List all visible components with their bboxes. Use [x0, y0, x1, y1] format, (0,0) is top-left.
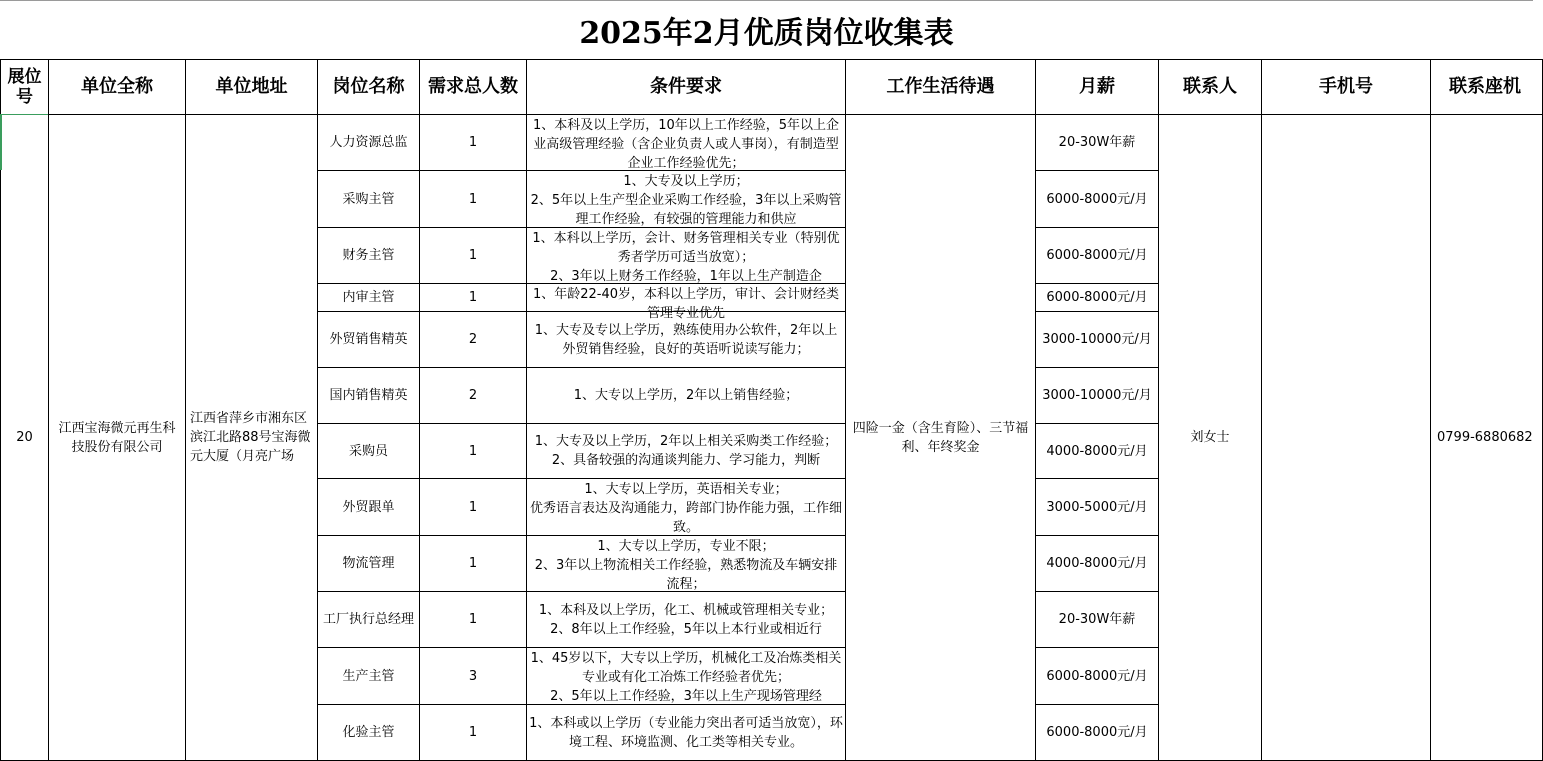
cell-position[interactable]: 人力资源总监	[318, 115, 420, 171]
cell-position[interactable]: 国内销售精英	[318, 368, 420, 424]
cell-benefits[interactable]: 四险一金（含生育险）、三节福利、年终奖金	[846, 115, 1036, 761]
cell-requirements[interactable]	[527, 171, 846, 228]
header-company[interactable]: 单位全称	[49, 60, 186, 115]
cell-count[interactable]: 1	[420, 171, 527, 228]
cell-count[interactable]: 1	[420, 536, 527, 592]
cell-requirements[interactable]	[527, 228, 846, 284]
cell-count[interactable]: 3	[420, 648, 527, 705]
cell-position[interactable]: 工厂执行总经理	[318, 592, 420, 648]
cell-count[interactable]: 2	[420, 368, 527, 424]
header-position[interactable]: 岗位名称	[318, 60, 420, 115]
cell-count[interactable]: 1	[420, 592, 527, 648]
cell-address[interactable]: 江西省萍乡市湘东区滨江北路88号宝海微元大厦（月亮广场	[186, 115, 318, 761]
cell-requirements[interactable]	[527, 648, 846, 705]
cell-position[interactable]: 生产主管	[318, 648, 420, 705]
header-address[interactable]: 单位地址	[186, 60, 318, 115]
cell-count[interactable]: 1	[420, 228, 527, 284]
cell-requirements[interactable]	[527, 705, 846, 761]
cell-count[interactable]: 1	[420, 705, 527, 761]
cell-salary[interactable]: 4000-8000元/月	[1036, 536, 1159, 592]
cell-requirements[interactable]	[527, 115, 846, 171]
cell-requirements[interactable]	[527, 592, 846, 648]
cell-requirements[interactable]	[527, 479, 846, 536]
header-requirements[interactable]: 条件要求	[527, 60, 846, 115]
cell-salary[interactable]: 3000-10000元/月	[1036, 312, 1159, 368]
header-phone[interactable]: 联系座机	[1431, 60, 1543, 115]
cell-mobile[interactable]	[1262, 115, 1431, 761]
cell-seq[interactable]: 20	[1, 115, 49, 761]
requirements-text: 1、年龄22-40岁，本科以上学历，审计、会计财经类管理专业优先	[532, 286, 840, 321]
cell-count[interactable]: 1	[420, 115, 527, 171]
cell-contact[interactable]: 刘女士	[1159, 115, 1262, 761]
requirements-text: 1、大专及以上学历，2年以上相关采购类工作经验； 2、具备较强的沟通谈判能力、学习能力，判断	[534, 434, 838, 468]
cell-requirements[interactable]	[527, 536, 846, 592]
requirements-text: 1、45岁以下，大专以上学历，机械化工及冶炼类相关专业或有化工冶炼工作经验者优先； 2、5年以上工作经验，3年以上生产现场管理经	[530, 650, 842, 704]
cell-position[interactable]: 财务主管	[318, 228, 420, 284]
cell-position[interactable]: 内审主管	[318, 284, 420, 312]
requirements-text: 1、大专以上学历，2年以上销售经验；	[573, 388, 799, 403]
requirements-text: 1、本科或以上学历（专业能力突出者可适当放宽），环境工程、环境监测、化工类等相关专业。	[529, 715, 843, 750]
cell-salary[interactable]: 6000-8000元/月	[1036, 228, 1159, 284]
cell-salary[interactable]: 3000-5000元/月	[1036, 479, 1159, 536]
requirements-text: 1、本科及以上学历，化工、机械或管理相关专业； 2、8年以上工作经验，5年以上本行业或相近行	[538, 602, 834, 637]
cell-count[interactable]: 1	[420, 284, 527, 312]
cell-requirements[interactable]	[527, 284, 846, 321]
table-row	[1, 115, 1543, 171]
header-mobile[interactable]: 手机号	[1262, 60, 1431, 115]
cell-requirements[interactable]	[527, 368, 846, 424]
header-salary[interactable]: 月薪	[1036, 60, 1159, 115]
cell-requirements[interactable]	[527, 424, 846, 479]
cell-salary[interactable]: 3000-10000元/月	[1036, 368, 1159, 424]
cell-position[interactable]: 化验主管	[318, 705, 420, 761]
header-count[interactable]: 需求总人数	[420, 60, 527, 115]
cell-position[interactable]: 外贸销售精英	[318, 312, 420, 368]
header-contact[interactable]: 联系人	[1159, 60, 1262, 115]
requirements-text: 1、本科以上学历，会计、财务管理相关专业（特别优秀者学历可适当放宽）； 2、3年以上财务工作经验，1年以上生产制造企	[532, 230, 840, 284]
cell-phone[interactable]: 0799-6880682	[1431, 115, 1543, 761]
cell-count[interactable]: 1	[420, 424, 527, 479]
selection-marker-left	[0, 114, 2, 170]
cell-position[interactable]: 物流管理	[318, 536, 420, 592]
requirements-text: 1、大专及专以上学历，熟练使用办公软件，2年以上外贸销售经验，良好的英语听说读写能力；	[534, 322, 838, 357]
cell-salary[interactable]: 6000-8000元/月	[1036, 171, 1159, 228]
cell-salary[interactable]: 6000-8000元/月	[1036, 705, 1159, 761]
sheet-title: 2025年2月优质岗位收集表	[0, 0, 1533, 59]
cell-salary[interactable]: 20-30W年薪	[1036, 592, 1159, 648]
header-benefits[interactable]: 工作生活待遇	[846, 60, 1036, 115]
selection-marker	[0, 114, 48, 115]
requirements-text: 1、大专以上学历，英语相关专业； 优秀语言表达及沟通能力，跨部门协作能力强，工作细致。	[529, 481, 842, 535]
job-table	[0, 59, 1543, 761]
requirements-text: 1、本科及以上学历，10年以上工作经验，5年以上企业高级管理经验（含企业负责人或人事岗），有制造型企业工作经验优先；	[532, 117, 840, 171]
cell-count[interactable]: 2	[420, 312, 527, 368]
cell-position[interactable]: 采购主管	[318, 171, 420, 228]
header-seq[interactable]: 展位号	[1, 60, 49, 115]
cell-salary[interactable]: 6000-8000元/月	[1036, 648, 1159, 705]
cell-salary[interactable]: 20-30W年薪	[1036, 115, 1159, 171]
header-row	[1, 60, 1543, 115]
cell-salary[interactable]: 4000-8000元/月	[1036, 424, 1159, 479]
requirements-text: 1、大专以上学历，专业不限； 2、3年以上物流相关工作经验，熟悉物流及车辆安排流程；	[534, 538, 838, 592]
cell-company[interactable]: 江西宝海微元再生科技股份有限公司	[49, 115, 186, 761]
cell-count[interactable]: 1	[420, 479, 527, 536]
cell-position[interactable]: 外贸跟单	[318, 479, 420, 536]
cell-position[interactable]: 采购员	[318, 424, 420, 479]
cell-salary[interactable]: 6000-8000元/月	[1036, 284, 1159, 312]
requirements-text: 1、大专及以上学历； 2、5年以上生产型企业采购工作经验，3年以上采购管理工作经验，有较强的管理能力和供应	[530, 173, 842, 227]
